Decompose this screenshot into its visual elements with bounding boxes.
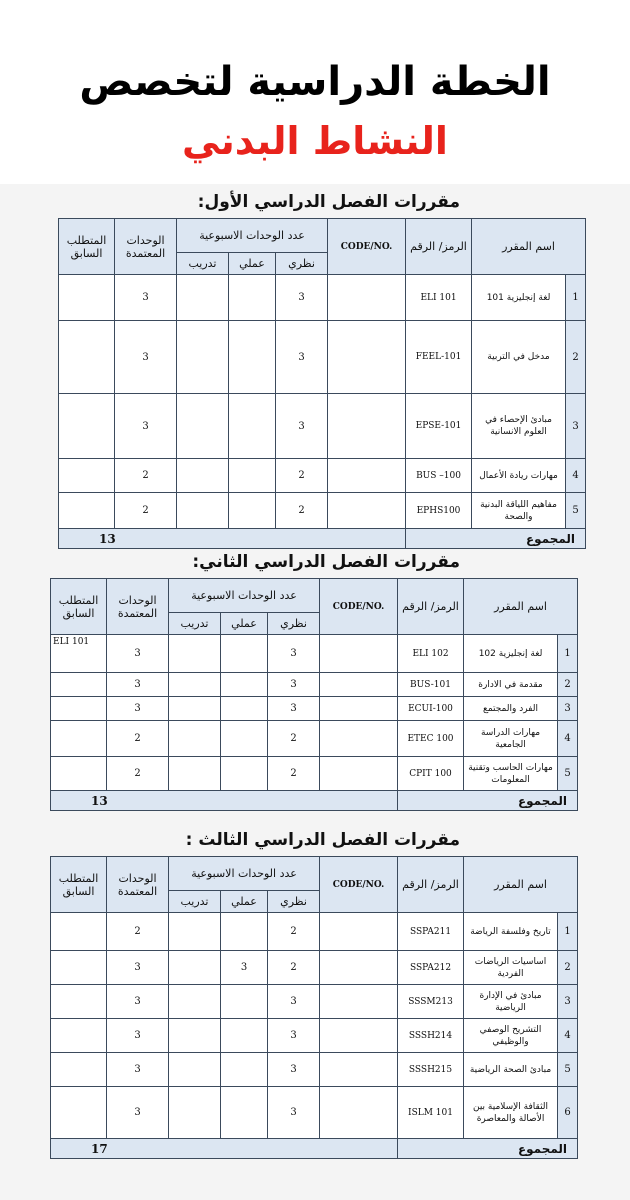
table-row — [51, 951, 578, 985]
prereq-cell — [51, 697, 107, 721]
code-no-cell — [328, 321, 406, 394]
code-no-cell — [320, 673, 398, 697]
total-row — [59, 529, 586, 549]
course-code-cell: ELI 102 — [398, 635, 464, 673]
page-subtitle: النشاط البدني — [182, 119, 448, 163]
training-cell — [169, 951, 221, 985]
total-row — [51, 791, 578, 811]
total-row — [51, 1139, 578, 1159]
code-no-cell — [328, 275, 406, 321]
table-row — [51, 635, 578, 673]
theory-cell: 3 — [268, 985, 320, 1019]
column-header-prereq: المتطلب السابق — [51, 857, 107, 913]
course-code-cell: SSPA212 — [398, 951, 464, 985]
credits-cell: 2 — [107, 913, 169, 951]
course-code-cell: ECUI-100 — [398, 697, 464, 721]
table-row — [51, 985, 578, 1019]
prereq-cell — [59, 321, 115, 394]
credits-cell: 3 — [107, 1053, 169, 1087]
theory-cell: 3 — [268, 697, 320, 721]
prereq-cell — [51, 721, 107, 757]
course-code-cell: ELI 101 — [406, 275, 472, 321]
practical-cell — [221, 721, 268, 757]
prereq-cell — [51, 1053, 107, 1087]
column-header-weekly-units: عدد الوحدات الاسبوعية — [169, 857, 320, 891]
semester-table — [58, 218, 586, 549]
course-name-cell: مهارات ريادة الأعمال — [472, 459, 566, 493]
course-name-cell: مقدمة في الادارة — [464, 673, 558, 697]
code-no-cell — [320, 721, 398, 757]
training-cell — [169, 721, 221, 757]
practical-cell — [229, 459, 276, 493]
training-cell — [169, 697, 221, 721]
course-name-cell: تاريخ وفلسفة الرياضة — [464, 913, 558, 951]
course-name-cell: مبادئ الصحة الرياضية — [464, 1053, 558, 1087]
course-name-cell: الثقافة الإسلامية بين الأصالة والمعاصرة — [464, 1087, 558, 1139]
column-header-weekly-units: عدد الوحدات الاسبوعية — [169, 579, 320, 613]
column-header-course-name: اسم المقرر — [464, 579, 578, 635]
prereq-cell — [51, 985, 107, 1019]
theory-cell: 3 — [268, 1053, 320, 1087]
table-row — [51, 913, 578, 951]
practical-cell — [221, 757, 268, 791]
credits-cell: 3 — [115, 321, 177, 394]
course-code-cell: SSSH215 — [398, 1053, 464, 1087]
column-header-theory: نظري — [276, 253, 328, 275]
column-header-code: CODE/NO. — [320, 579, 398, 635]
course-name-cell: اساسيات الرياضات الفردية — [464, 951, 558, 985]
credits-cell: 2 — [115, 459, 177, 493]
course-code-cell: SSSH214 — [398, 1019, 464, 1053]
practical-cell — [229, 321, 276, 394]
column-header-practical: عملي — [221, 891, 268, 913]
header — [0, 0, 630, 184]
theory-cell: 2 — [268, 757, 320, 791]
theory-cell: 3 — [276, 394, 328, 459]
semester-title: مقررات الفصل الدراسي الثالث : — [185, 830, 460, 850]
total-value: 17 — [51, 1139, 398, 1159]
theory-cell: 3 — [268, 1087, 320, 1139]
column-header-theory: نظري — [268, 613, 320, 635]
theory-cell: 3 — [268, 635, 320, 673]
training-cell — [169, 757, 221, 791]
table-row — [51, 721, 578, 757]
total-value: 13 — [51, 791, 398, 811]
prereq-cell — [51, 951, 107, 985]
row-number-cell: 4 — [558, 1019, 578, 1053]
theory-cell: 3 — [276, 321, 328, 394]
theory-cell: 3 — [276, 275, 328, 321]
row-number-cell: 4 — [558, 721, 578, 757]
prereq-cell — [51, 1087, 107, 1139]
code-no-cell — [320, 1019, 398, 1053]
course-code-cell: SSSM213 — [398, 985, 464, 1019]
total-label: المجموع — [406, 529, 586, 549]
code-no-cell — [320, 635, 398, 673]
column-header-training: تدريب — [177, 253, 229, 275]
table-row — [51, 1087, 578, 1139]
training-cell — [169, 913, 221, 951]
total-label: المجموع — [398, 791, 578, 811]
course-code-cell: CPIT 100 — [398, 757, 464, 791]
training-cell — [169, 635, 221, 673]
code-no-cell — [320, 757, 398, 791]
theory-cell: 2 — [268, 951, 320, 985]
course-name-cell: مفاهيم اللياقة البدنية والصحة — [472, 493, 566, 529]
training-cell — [177, 493, 229, 529]
course-name-cell: التشريح الوصفي والوظيفي — [464, 1019, 558, 1053]
column-header-symbol: الرمز/ الرقم — [398, 857, 464, 913]
code-no-cell — [328, 394, 406, 459]
column-header-practical: عملي — [229, 253, 276, 275]
prereq-cell — [59, 275, 115, 321]
row-number-cell: 3 — [558, 697, 578, 721]
theory-cell: 2 — [276, 459, 328, 493]
practical-cell — [221, 1053, 268, 1087]
column-header-prereq: المتطلب السابق — [51, 579, 107, 635]
course-code-cell: ISLM 101 — [398, 1087, 464, 1139]
total-label: المجموع — [398, 1139, 578, 1159]
credits-cell: 3 — [107, 697, 169, 721]
table-row — [59, 321, 586, 394]
credits-cell: 3 — [107, 673, 169, 697]
column-header-training: تدريب — [169, 613, 221, 635]
column-header-course-name: اسم المقرر — [472, 219, 586, 275]
table-row — [59, 459, 586, 493]
practical-cell — [221, 985, 268, 1019]
training-cell — [169, 1053, 221, 1087]
column-header-prereq: المتطلب السابق — [59, 219, 115, 275]
practical-cell — [221, 1019, 268, 1053]
practical-cell — [229, 493, 276, 529]
table-row — [51, 697, 578, 721]
training-cell — [169, 673, 221, 697]
credits-cell: 3 — [115, 275, 177, 321]
prereq-cell — [51, 1019, 107, 1053]
column-header-code: CODE/NO. — [320, 857, 398, 913]
practical-cell — [221, 913, 268, 951]
code-no-cell — [320, 951, 398, 985]
column-header-course-name: اسم المقرر — [464, 857, 578, 913]
prereq-cell — [51, 673, 107, 697]
column-header-code: CODE/NO. — [328, 219, 406, 275]
row-number-cell: 3 — [566, 394, 586, 459]
course-name-cell: لغة إنجليزية 101 — [472, 275, 566, 321]
table-row — [59, 493, 586, 529]
course-name-cell: مدخل في التربية — [472, 321, 566, 394]
page-title: الخطة الدراسية لتخصص — [79, 59, 551, 105]
course-code-cell: ETEC 100 — [398, 721, 464, 757]
credits-cell: 3 — [115, 394, 177, 459]
course-name-cell: مهارات الحاسب وتقنية المعلومات — [464, 757, 558, 791]
table-row — [59, 275, 586, 321]
course-code-cell: EPHS100 — [406, 493, 472, 529]
prereq-cell — [59, 493, 115, 529]
course-name-cell: مبادئ الإحصاء في العلوم الانسانية — [472, 394, 566, 459]
training-cell — [177, 459, 229, 493]
course-code-cell: FEEL-101 — [406, 321, 472, 394]
column-header-credits: الوحدات المعتمدة — [107, 579, 169, 635]
row-number-cell: 5 — [558, 1053, 578, 1087]
theory-cell: 3 — [268, 1019, 320, 1053]
credits-cell: 2 — [115, 493, 177, 529]
credits-cell: 2 — [107, 721, 169, 757]
course-code-cell: SSPA211 — [398, 913, 464, 951]
code-no-cell — [320, 697, 398, 721]
course-name-cell: مهارات الدراسة الجامعية — [464, 721, 558, 757]
row-number-cell: 1 — [558, 635, 578, 673]
practical-cell — [229, 275, 276, 321]
training-cell — [169, 1087, 221, 1139]
credits-cell: 3 — [107, 1087, 169, 1139]
row-number-cell: 3 — [558, 985, 578, 1019]
row-number-cell: 2 — [558, 951, 578, 985]
code-no-cell — [320, 1053, 398, 1087]
credits-cell: 3 — [107, 635, 169, 673]
table-row — [59, 394, 586, 459]
row-number-cell: 2 — [558, 673, 578, 697]
row-number-cell: 5 — [566, 493, 586, 529]
table-row — [51, 673, 578, 697]
code-no-cell — [320, 913, 398, 951]
practical-cell: 3 — [221, 951, 268, 985]
code-no-cell — [320, 985, 398, 1019]
course-code-cell: BUS –100 — [406, 459, 472, 493]
theory-cell: 3 — [268, 673, 320, 697]
theory-cell: 2 — [268, 721, 320, 757]
total-value: 13 — [59, 529, 406, 549]
course-name-cell: مبادئ في الإدارة الرياضية — [464, 985, 558, 1019]
code-no-cell — [320, 1087, 398, 1139]
row-number-cell: 1 — [558, 913, 578, 951]
table-row — [51, 1019, 578, 1053]
row-number-cell: 5 — [558, 757, 578, 791]
training-cell — [169, 985, 221, 1019]
column-header-theory: نظري — [268, 891, 320, 913]
table-row — [51, 1053, 578, 1087]
credits-cell: 3 — [107, 985, 169, 1019]
theory-cell: 2 — [268, 913, 320, 951]
table-row — [51, 757, 578, 791]
prereq-cell — [59, 394, 115, 459]
training-cell — [177, 321, 229, 394]
column-header-credits: الوحدات المعتمدة — [115, 219, 177, 275]
credits-cell: 3 — [107, 951, 169, 985]
semester-table — [50, 856, 578, 1159]
semester-title: مقررات الفصل الدراسي الثاني: — [192, 552, 460, 572]
training-cell — [177, 394, 229, 459]
row-number-cell: 2 — [566, 321, 586, 394]
semester-title: مقررات الفصل الدراسي الأول: — [197, 192, 460, 212]
course-name-cell: الفرد والمجتمع — [464, 697, 558, 721]
practical-cell — [221, 673, 268, 697]
training-cell — [169, 1019, 221, 1053]
course-code-cell: EPSE-101 — [406, 394, 472, 459]
code-no-cell — [328, 493, 406, 529]
prereq-cell: ELI 101 — [51, 635, 107, 673]
prereq-cell — [51, 757, 107, 791]
theory-cell: 2 — [276, 493, 328, 529]
column-header-practical: عملي — [221, 613, 268, 635]
practical-cell — [221, 635, 268, 673]
course-code-cell: BUS-101 — [398, 673, 464, 697]
course-name-cell: لغة إنجليزية 102 — [464, 635, 558, 673]
code-no-cell — [328, 459, 406, 493]
semester-table — [50, 578, 578, 811]
prereq-cell — [59, 459, 115, 493]
column-header-credits: الوحدات المعتمدة — [107, 857, 169, 913]
training-cell — [177, 275, 229, 321]
credits-cell: 2 — [107, 757, 169, 791]
prereq-cell — [51, 913, 107, 951]
row-number-cell: 4 — [566, 459, 586, 493]
column-header-symbol: الرمز/ الرقم — [406, 219, 472, 275]
credits-cell: 3 — [107, 1019, 169, 1053]
column-header-symbol: الرمز/ الرقم — [398, 579, 464, 635]
column-header-training: تدريب — [169, 891, 221, 913]
practical-cell — [221, 1087, 268, 1139]
column-header-weekly-units: عدد الوحدات الاسبوعية — [177, 219, 328, 253]
row-number-cell: 1 — [566, 275, 586, 321]
practical-cell — [221, 697, 268, 721]
practical-cell — [229, 394, 276, 459]
row-number-cell: 6 — [558, 1087, 578, 1139]
